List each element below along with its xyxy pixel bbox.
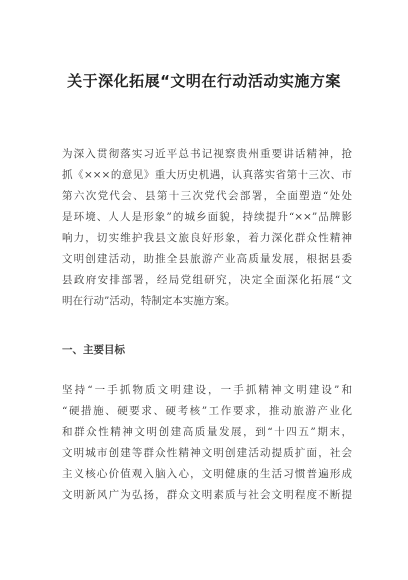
text-line: 第六次党代会、县第十三次党代会部署，全面塑造“处处 — [62, 190, 352, 202]
text-line: 是环境、人人是形象”的城乡面貌，持续提升“××”品牌影 — [62, 211, 352, 223]
text-line: 明在行动”活动，特制定本实施方案。 — [62, 295, 236, 307]
text-line: 坚持“一手抓物质文明建设，一手抓精神文明建设”和 — [62, 384, 352, 396]
text-line: 主义核心价值观入脑入心，文明健康的生活习惯普遍形成 — [62, 468, 352, 480]
text-line: “硬措施、硬要求、硬考核”工作要求，推动旅游产业化 — [62, 405, 352, 417]
text-line: 响力，切实维护我县文旅良好形象，着力深化群众性精神 — [62, 232, 352, 244]
goal-paragraph — [62, 380, 352, 506]
text-line: 文明新风广为弘扬，群众文明素质与社会文明程度不断提 — [62, 489, 352, 501]
document-title: 关于深化拓展“文明在行动活动实施方案 — [67, 72, 341, 90]
text-line: 抓《×××的意见》重大历史机遇，认真落实省第十三次、市 — [62, 169, 352, 181]
text-line: 文明城市创建等群众性精神文明创建活动提质扩面，社会 — [62, 447, 352, 459]
text-line: 和群众性精神文明创建高质量发展，到“十四五”期末， — [62, 426, 352, 438]
intro-paragraph — [62, 144, 352, 312]
text-line: 为深入贯彻落实习近平总书记视察贵州重要讲话精神，抢 — [62, 148, 352, 160]
section-heading: 一、主要目标 — [62, 344, 125, 356]
text-line: 文明创建活动，助推全县旅游产业高质量发展，根据县委 — [62, 253, 352, 265]
text-line: 县政府安排部署，经局党组研究，决定全面深化拓展“文 — [62, 274, 352, 286]
